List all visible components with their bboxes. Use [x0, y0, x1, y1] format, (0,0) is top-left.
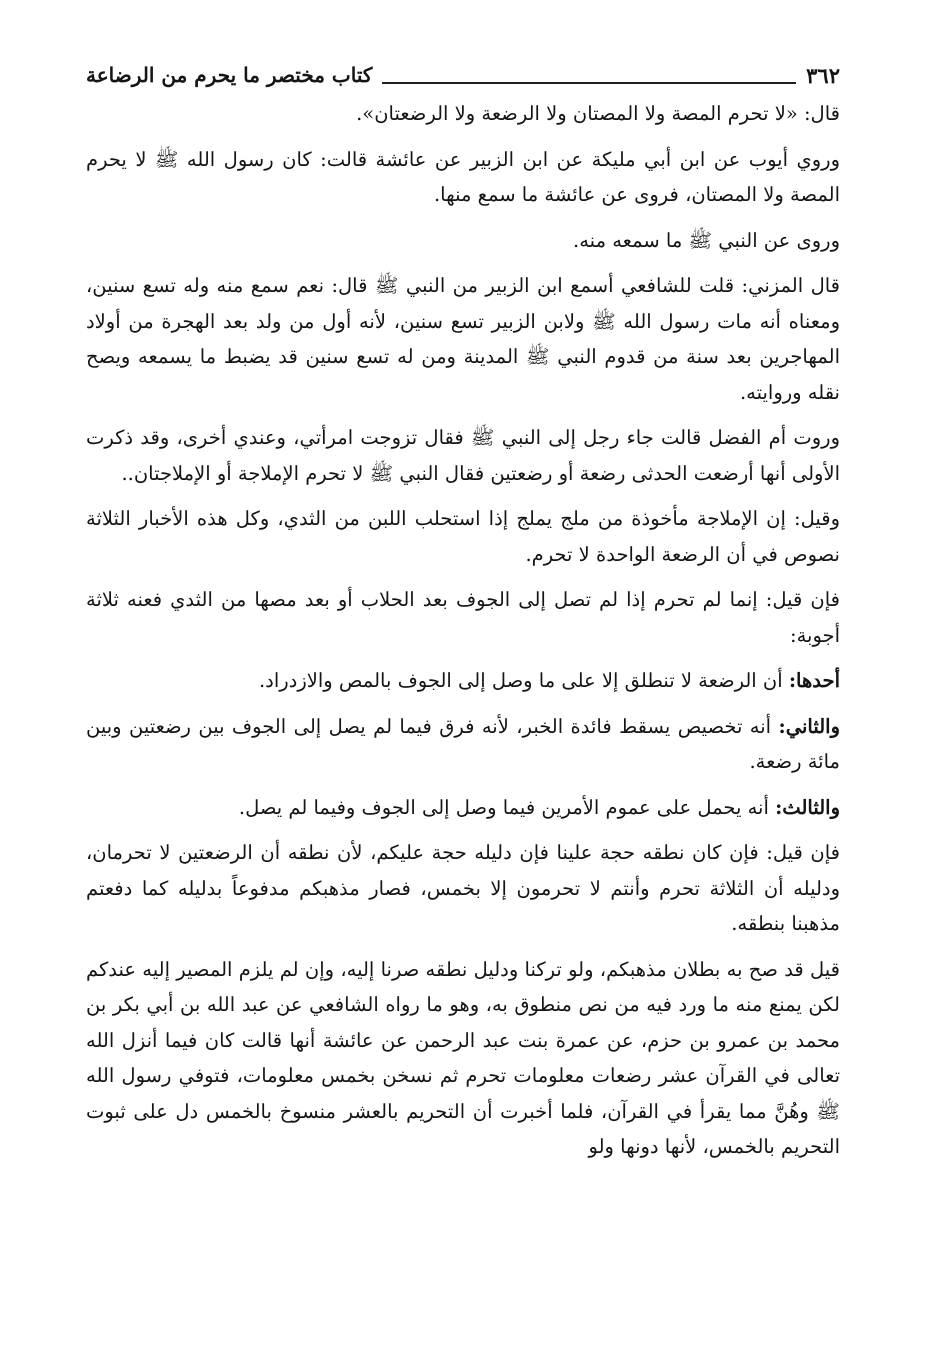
paragraph-text: أنه تخصيص يسقط فائدة الخبر، لأنه فرق فيما لم يصل إلى الجوف بين رضعتين وبين مائة رضعة. [86, 714, 840, 773]
paragraph-lead: والثالث: [775, 795, 840, 819]
body-text [86, 96, 840, 1175]
paragraph [86, 952, 840, 1165]
chapter-title: كتاب مختصر ما يحرم من الرضاعة [86, 63, 373, 87]
paragraph-lead: أحدها: [788, 669, 840, 692]
paragraph-text: فإن قيل: إنما لم تحرم إذا لم تصل إلى الجوف بعد الحلاب أو بعد مصها من الثدي فعنه ثلاثة أجوبة: [86, 588, 840, 647]
page-number: ٣٦٢ [806, 62, 840, 88]
paragraph-text: فإن قيل: فإن كان نطقه حجة علينا فإن دليله حجة عليكم، لأن نطقه أن الرضعتين لا تحرمان، ودليله أن الثلاثة تحرم وأنتم لا تحرمون إلا بخمس، فصار مذهبكم مدفوعاً بدليله كما دفعتم مذهبنا بنطقه. [86, 841, 840, 935]
paragraph [86, 268, 840, 410]
paragraph-text: وروي أيوب عن ابن أبي مليكة عن ابن الزبير عن عائشة قالت: كان رسول الله ﷺ لا يحرم المصة ولا المصتان، فروى عن عائشة ما سمع منها. [86, 147, 840, 206]
paragraph-text: أن الرضعة لا تنطلق إلا على ما وصل إلى الجوف بالمص والازدراد. [258, 669, 789, 692]
paragraph-lead: والثاني: [778, 714, 840, 738]
paragraph [86, 835, 840, 942]
paragraph-text: وروت أم الفضل قالت جاء رجل إلى النبي ﷺ فقال تزوجت امرأتي، وعندي أخرى، وقد ذكرت الأولى أنها أرضعت الحدثى رضعة أو رضعتين فقال النبي ﷺ لا تحرم الإملاجة أو الإملاجتان.. [86, 426, 840, 485]
header-rule [382, 82, 796, 84]
paragraph [86, 582, 840, 653]
paragraph [86, 223, 840, 259]
paragraph [86, 142, 840, 213]
paragraph [86, 420, 840, 491]
paragraph [86, 96, 840, 132]
paragraph-text: قيل قد صح به بطلان مذهبكم، ولو تركنا ودليل نطقه صرنا إليه، وإن لم يلزم المصير إليه عندكم لكن يمنع منه ما ورد فيه من نص منطوق به، وهو ما رواه الشافعي عن عبد الله بن أبي بكر بن محمد بن عمرو بن حزم، عن عمرة بنت عبد الرحمن عن عائشة أنها قالت كان فيما أنزل الله تعالى في القرآن عشر رضعات معلومات تحرم ثم نسخن بخمس معلومات، فتوفي رسول الله ﷺ وهُنَّ مما يقرأ في القرآن، فلما أخبرت أن التحريم بالعشر منسوخ بالخمس دل على ثبوت التحريم بالخمس، لأنها دونها ولو [86, 957, 840, 1158]
paragraph-text: أنه يحمل على عموم الأمرين فيما وصل إلى الجوف وفيما لم يصل. [238, 795, 776, 819]
paragraph [86, 709, 840, 780]
paragraph [86, 663, 840, 699]
page-header [86, 60, 840, 90]
paragraph [86, 790, 840, 826]
paragraph [86, 501, 840, 572]
paragraph-text: وروى عن النبي ﷺ ما سمعه منه. [573, 228, 840, 252]
paragraph-text: وقيل: إن الإملاجة مأخوذة من ملج يملج إذا استحلب اللبن من الثدي، وكل هذه الأخبار الثلاثة نصوص في أن الرضعة الواحدة لا تحرم. [86, 507, 840, 566]
paragraph-text: قال: «لا تحرم المصة ولا المصتان ولا الرضعة ولا الرضعتان». [356, 102, 840, 125]
paragraph-text: قال المزني: قلت للشافعي أسمع ابن الزبير من النبي ﷺ قال: نعم سمع منه وله تسع سنين، ومعناه أنه مات رسول الله ﷺ ولابن الزبير تسع سنين، لأنه أول من ولد بعد الهجرة من أولاد المهاجرين بعد سنة من قدوم النبي ﷺ المدينة ومن له تسع سنين قد يضبط ما يسمعه ويصح نقله وروايته. [86, 274, 840, 404]
